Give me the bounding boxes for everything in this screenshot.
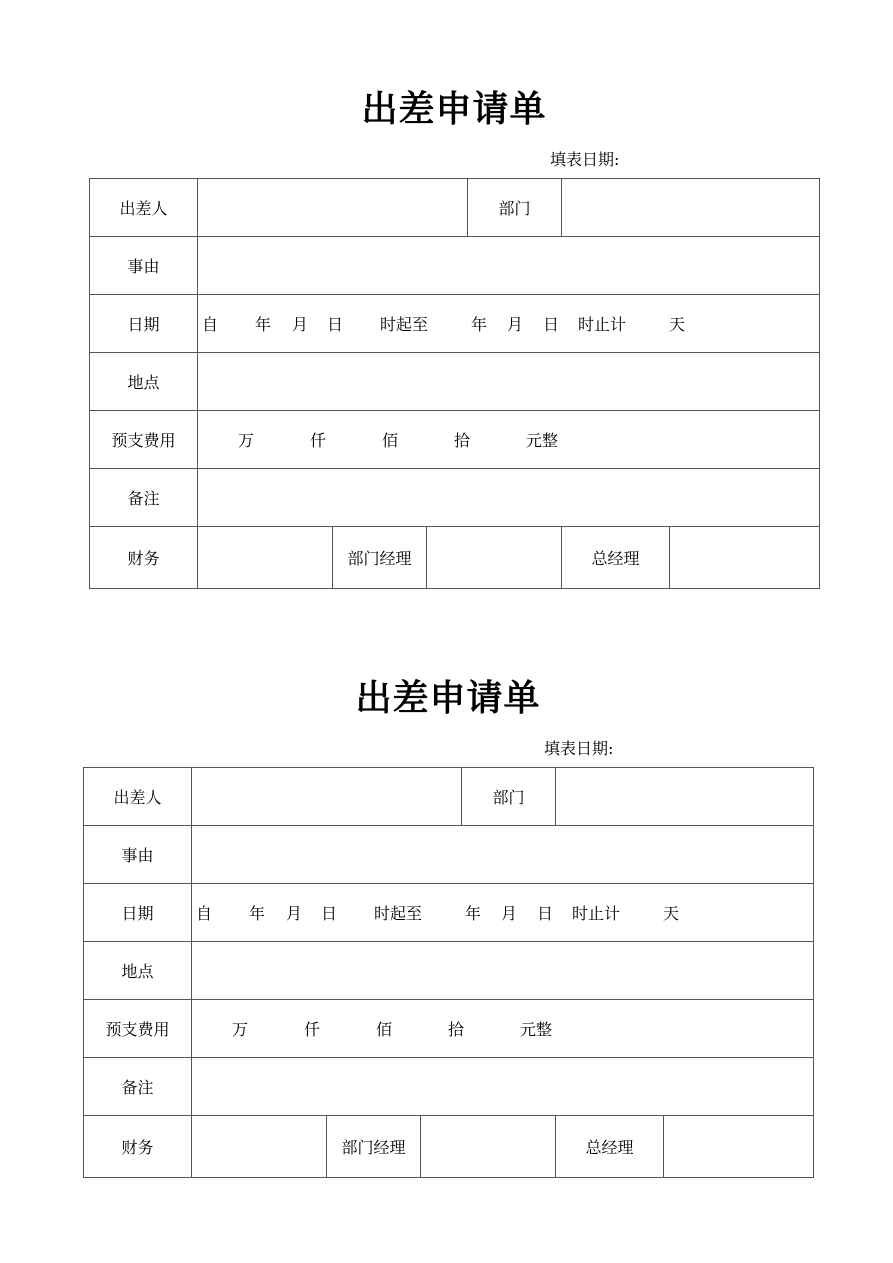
advance-field[interactable]	[192, 1000, 814, 1058]
form-title: 出差申请单	[355, 678, 541, 719]
finance-label: 财务	[90, 527, 198, 589]
advance-parts	[192, 1017, 813, 1040]
fill-date-label: 填表日期:	[544, 739, 614, 758]
form-title: 出差申请单	[361, 89, 547, 130]
date-field[interactable]	[198, 295, 820, 353]
row-advance	[90, 411, 820, 469]
date-start-hour: 时起至	[380, 315, 429, 334]
traveler-field[interactable]	[192, 768, 462, 826]
finance-sign-field[interactable]	[192, 1116, 327, 1178]
date-end-year: 年	[471, 315, 488, 334]
row-note	[84, 1058, 814, 1116]
date-end-hour: 时止计	[572, 904, 621, 923]
date-end-year: 年	[465, 904, 482, 923]
reason-field[interactable]	[198, 237, 820, 295]
date-total-days: 天	[663, 904, 680, 923]
finance-sign-field[interactable]	[198, 527, 333, 589]
dept-manager-sign-field[interactable]	[421, 1116, 556, 1178]
advance-field[interactable]	[198, 411, 820, 469]
dept-manager-label: 部门经理	[333, 527, 427, 589]
advance-wan: 万	[238, 431, 255, 450]
note-field[interactable]	[192, 1058, 814, 1116]
date-parts	[198, 312, 819, 335]
form-table	[83, 767, 814, 1178]
general-manager-sign-field[interactable]	[664, 1116, 814, 1178]
advance-qian: 仟	[310, 431, 327, 450]
row-date	[90, 295, 820, 353]
fill-date-label: 填表日期:	[550, 150, 620, 169]
row-sign	[84, 1116, 814, 1178]
place-field[interactable]	[198, 353, 820, 411]
row-place	[90, 353, 820, 411]
advance-label: 预支费用	[84, 1000, 192, 1058]
date-end-month: 月	[501, 904, 518, 923]
date-end-hour: 时止计	[578, 315, 627, 334]
date-from: 自	[202, 315, 219, 334]
row-traveler	[84, 768, 814, 826]
traveler-label: 出差人	[84, 768, 192, 826]
date-end-day: 日	[537, 904, 554, 923]
department-label: 部门	[462, 768, 556, 826]
date-field[interactable]	[192, 884, 814, 942]
date-label: 日期	[84, 884, 192, 942]
date-label: 日期	[90, 295, 198, 353]
row-advance	[84, 1000, 814, 1058]
advance-bai: 佰	[382, 431, 399, 450]
advance-yuan: 元整	[526, 431, 559, 450]
date-start-month: 月	[292, 315, 309, 334]
reason-label: 事由	[90, 237, 198, 295]
advance-shi: 拾	[454, 431, 471, 450]
advance-qian: 仟	[304, 1020, 321, 1039]
reason-field[interactable]	[192, 826, 814, 884]
place-field[interactable]	[192, 942, 814, 1000]
advance-yuan: 元整	[520, 1020, 553, 1039]
date-start-month: 月	[286, 904, 303, 923]
row-reason	[84, 826, 814, 884]
general-manager-label: 总经理	[556, 1116, 664, 1178]
row-traveler	[90, 179, 820, 237]
advance-shi: 拾	[448, 1020, 465, 1039]
place-label: 地点	[84, 942, 192, 1000]
row-sign	[90, 527, 820, 589]
place-label: 地点	[90, 353, 198, 411]
date-start-hour: 时起至	[374, 904, 423, 923]
date-end-day: 日	[543, 315, 560, 334]
general-manager-label: 总经理	[562, 527, 670, 589]
date-start-day: 日	[321, 904, 338, 923]
date-parts	[192, 901, 813, 924]
date-total-days: 天	[669, 315, 686, 334]
form-table	[89, 178, 820, 589]
date-from: 自	[196, 904, 213, 923]
advance-label: 预支费用	[90, 411, 198, 469]
row-reason	[90, 237, 820, 295]
department-label: 部门	[468, 179, 562, 237]
department-field[interactable]	[562, 179, 820, 237]
advance-bai: 佰	[376, 1020, 393, 1039]
row-note	[90, 469, 820, 527]
date-start-day: 日	[327, 315, 344, 334]
note-label: 备注	[84, 1058, 192, 1116]
date-start-year: 年	[249, 904, 266, 923]
department-field[interactable]	[556, 768, 814, 826]
row-place	[84, 942, 814, 1000]
traveler-label: 出差人	[90, 179, 198, 237]
advance-parts	[198, 428, 819, 451]
dept-manager-sign-field[interactable]	[427, 527, 562, 589]
dept-manager-label: 部门经理	[327, 1116, 421, 1178]
traveler-field[interactable]	[198, 179, 468, 237]
advance-wan: 万	[232, 1020, 249, 1039]
date-end-month: 月	[507, 315, 524, 334]
reason-label: 事由	[84, 826, 192, 884]
note-label: 备注	[90, 469, 198, 527]
note-field[interactable]	[198, 469, 820, 527]
general-manager-sign-field[interactable]	[670, 527, 820, 589]
finance-label: 财务	[84, 1116, 192, 1178]
row-date	[84, 884, 814, 942]
date-start-year: 年	[255, 315, 272, 334]
